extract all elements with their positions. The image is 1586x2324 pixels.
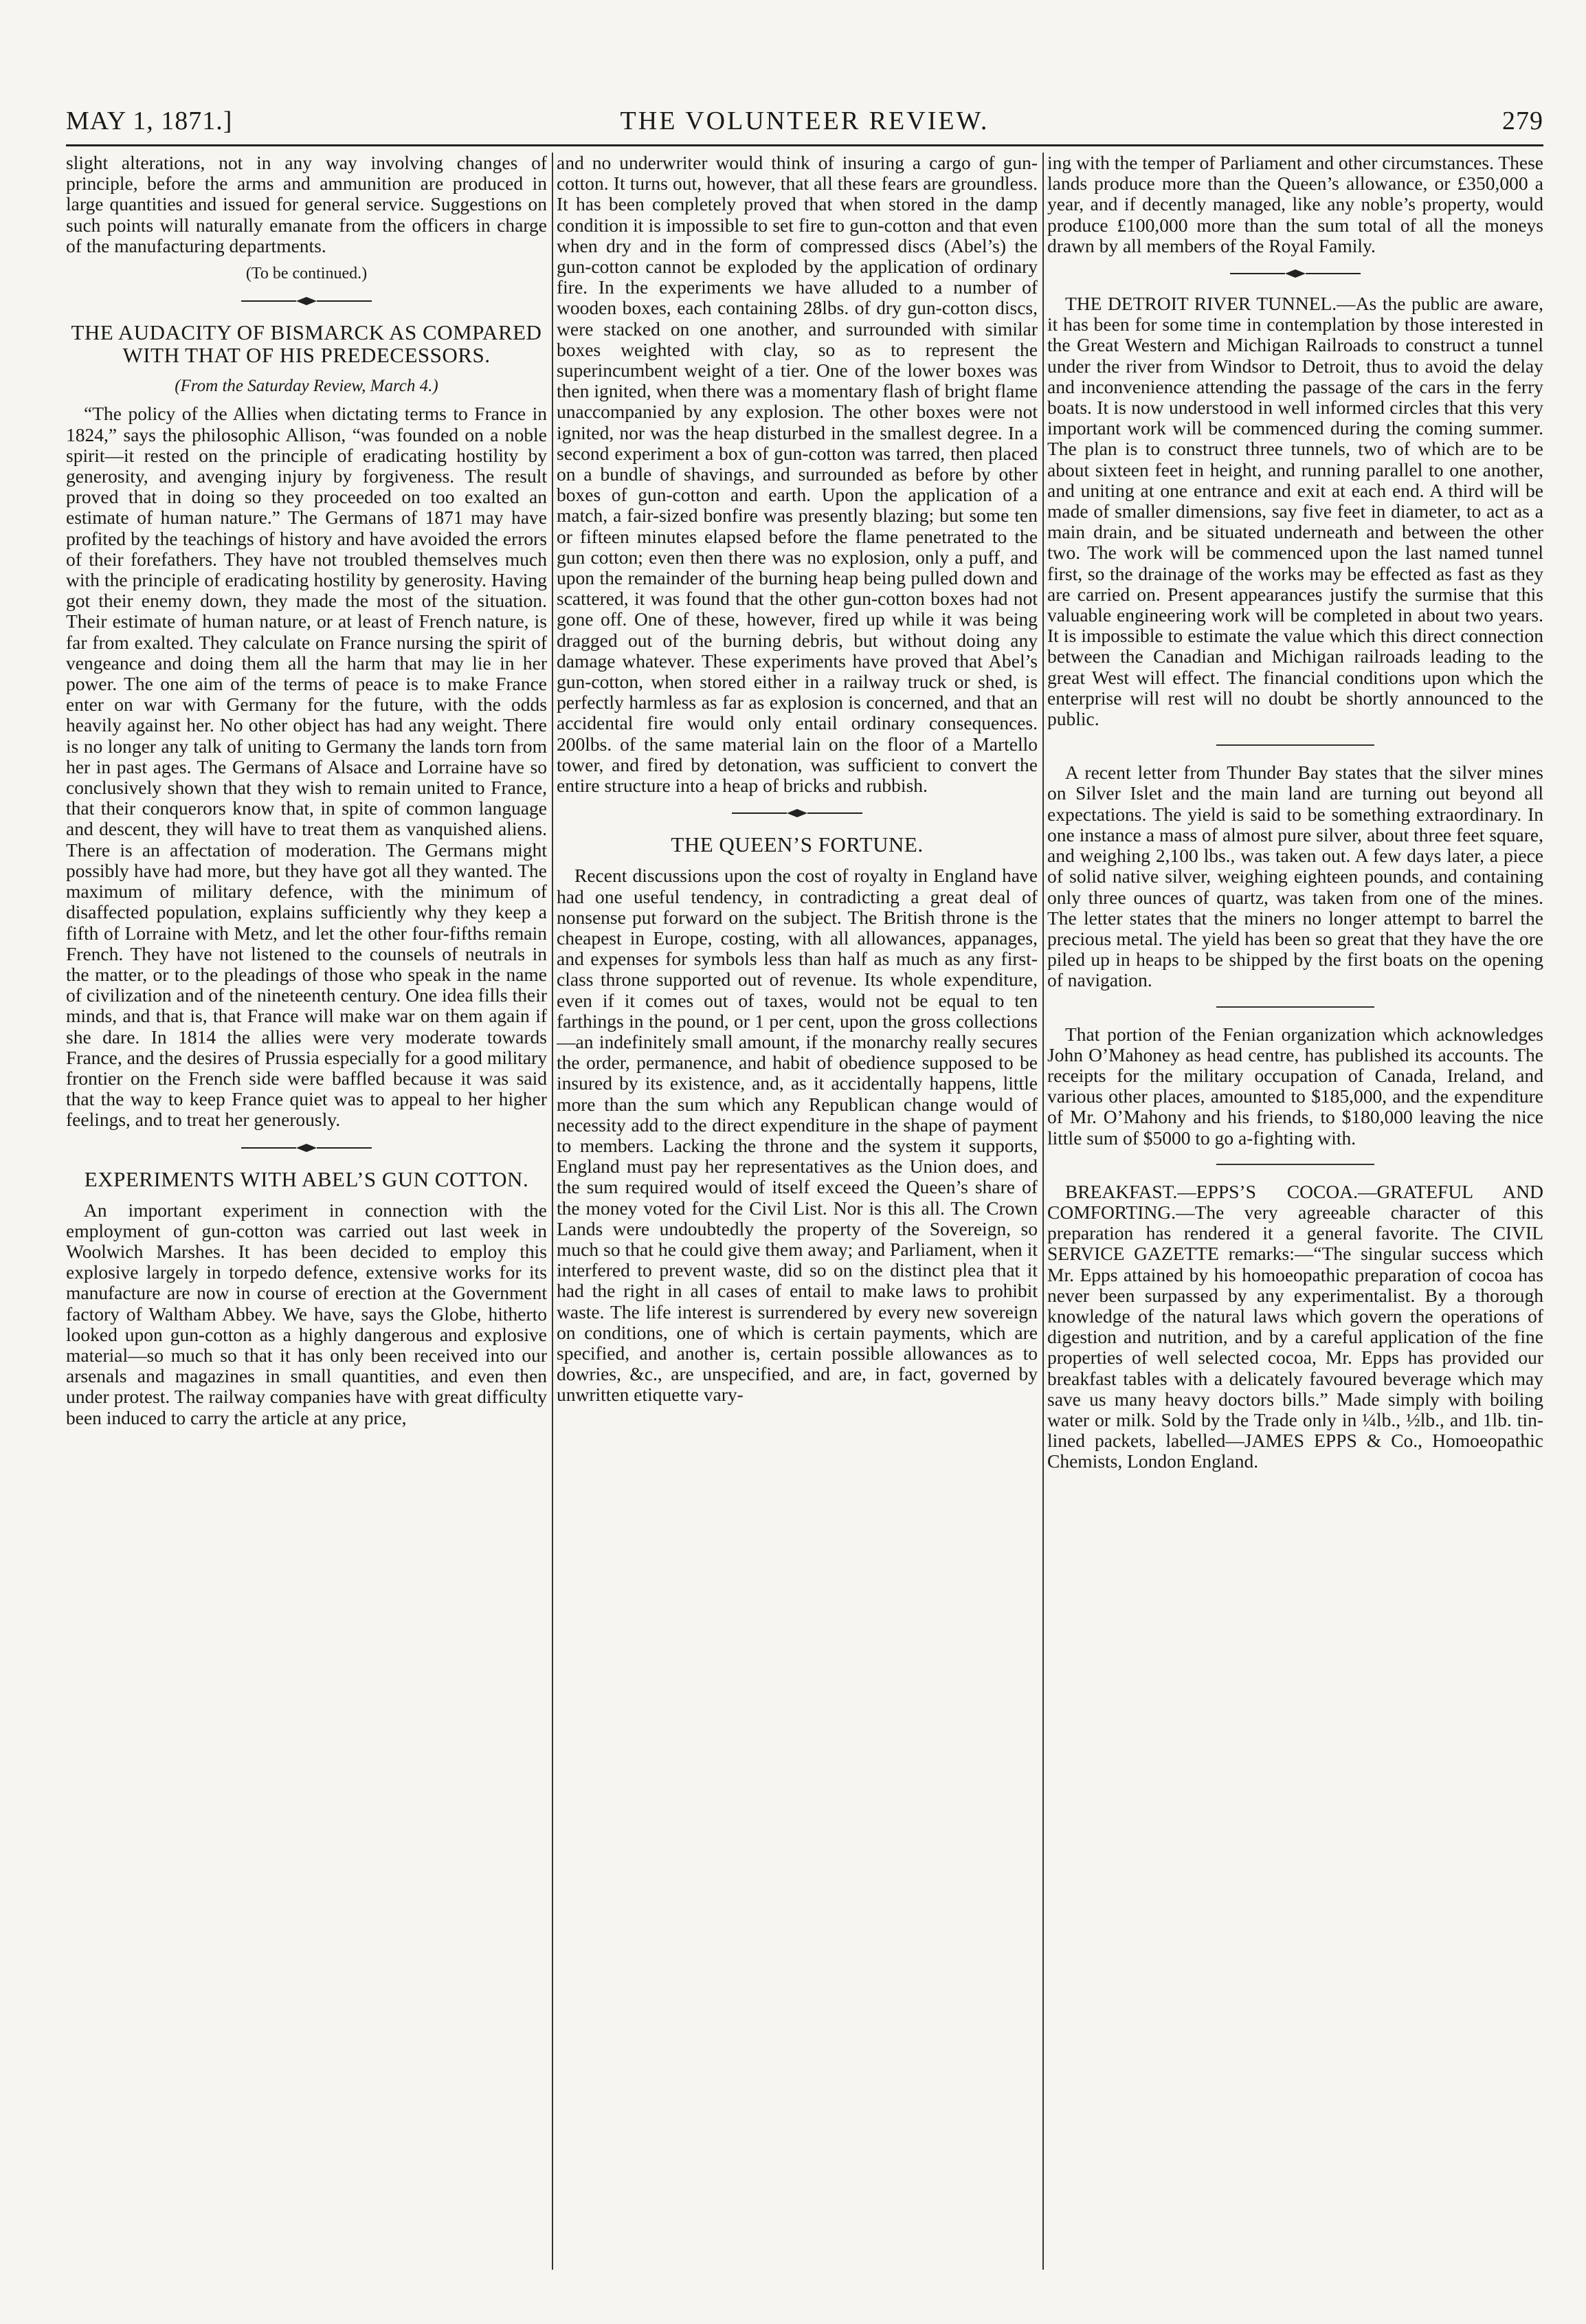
masthead [66,96,1543,144]
article-title-bismarck: THE AUDACITY OF BISMARCK AS COMPARED WITH THAT OF HIS PREDECESSORS. [71,320,542,368]
rule-divider [1216,1164,1374,1165]
article-body-cocoa: —The very agreeable character of this preparation has rendered it a general favorite. The CIVIL SERVICE GAZETTE remarks:—“The singular success which Mr. Epps attained by his homoeopathic preparation of cocoa has never been surpassed by any experimentalist. By a thorough knowledge of the natural laws which govern the operations of digestion and nutrition, and by a careful application of the fine properties of well selected cocoa, Mr. Epps has provided our breakfast tables with a delicately favoured beverage which may save us many heavy doctors bills.” Made simply with boiling water or milk. Sold by the Trade only in ¼lb., ½lb., and 1lb. tin-lined packets, labelled—JAMES EPPS & Co., Homoeopathic Chemists, London England. [1047,1201,1543,1472]
article-continuation: slight alterations, not in any way involving changes of principle, before the arms and ammunition are produced in large quantities and issued for general service. Suggestions on such points will naturally emanate from the officers in charge of the manufacturing departments. [66,153,547,256]
article-body-abel-continued: and no underwriter would think of insuring a cargo of gun-cotton. It turns out, however, that all these fears are groundless. It has been completely proved that when stored in the damp condition it is impossible to set fire to gun-cotton and that even when dry and in the form of compressed discs (Abel’s) the gun-cotton cannot be exploded by the application of ordinary fire. In the experiments we have alluded to a number of wooden boxes, each containing 28lbs. of dry gun-cotton discs, were stacked on one another, and surrounded with similar boxes weighted with clay, so as to represent the superincumbent weight of a tier. One of the lower boxes was then ignited, when there was a momentary flash of bright flame unaccompanied by any explosion. The other boxes were not ignited, nor was the heap disturbed in the smallest degree. In a second experiment a box of gun-cotton was tarred, then placed on a bundle of shavings, and surrounded as before by other boxes of gun-cotton and earth. Upon the application of a match, a fair-sized bonfire was presently blazing; but some ten or fifteen minutes elapsed before the flame penetrated to the gun cotton; even then there was no explosion, only a puff, and upon the remainder of the burning heap being pulled down and scattered, it was found that the other gun-cotton boxes had not gone off. One of these, however, fired up while it was being dragged out of the burning debris, but without doing any damage whatever. These experiments have proved that Abel’s gun-cotton, when stored either in a railway truck or shed, is perfectly harmless as far as explosion is concerned, and that an accidental fire would only entail ordinary consequences. 200lbs. of the same material lain on the floor of a Martello tower, and fired by detonation, was sufficient to convert the entire structure into a heap of bricks and rubbish. [557,153,1038,797]
column-divider [1042,153,1044,2270]
column-3 [1047,153,1543,2270]
article-body-queen-continued: ing with the temper of Parliament and other circumstances. These lands produce more than the Queen’s allowance, or £350,000 a year, and if decently managed, like any noble’s property, would produce £100,000 more than the sum total of all the moneys drawn by all members of the Royal Family. [1047,153,1543,256]
newspaper-title: THE VOLUNTEER REVIEW. [620,107,990,135]
article-body-tunnel: —As the public are aware, it has been for some time in contemplation by those interested in the Great Western and Michigan Railroads to construct a tunnel under the river from Windsor to Detroit, thus to avoid the delay and inconvenience attending the passage of the cars in the ferry boats. It is now understood in well informed circles that this very important work will be commenced during the coming summer. The plan is to construct three tunnels, two of which are to be about sixteen feet in height, and running parallel to one another, and uniting at one entrance and exit at each end. A third will be made of smaller dimensions, say five feet in diameter, to act as a main drain, and be situated underneath and between the other two. The work will be commenced upon the last named tunnel first, so the drainage of the works may be effected as fast as they are carried on. Present appearances justify the surmise that this valuable engineering work will be completed in about two years. It is impossible to estimate the value which this direct connection between the Canadian and Michigan railroads leading to the great West will effect. The financial conditions upon which the enterprise will rest will no doubt be shortly announced to the public. [1047,293,1543,730]
column-divider [552,153,553,2270]
ornament-divider [732,808,862,818]
rule-divider [1216,1006,1374,1008]
ornament-divider [241,1143,372,1153]
rule-divider [1216,744,1374,746]
article-body-queen: Recent discussions upon the cost of royalty in England have had one useful tendency, in contradicting a great deal of nonsense put forward on the subject. The British throne is the cheapest in Europe, costing, with all allowances, appanages, and expenses for symbols less than half as much as any first-class throne supported out of revenue. Its whole expenditure, even if it comes out of taxes, would not be equal to ten farthings in the pound, or 1 per cent, upon the gross collections—an indefinitely small amount, if the monarchy really secures the order, permanence, and habit of obedience supposed to be insured by its existence, and, as it accidentally happens, little more than the sum which any Republican change would of necessity add to the direct expenditure in the shape of payment to members. Lacking the throne and the system it supports, England must pay her representatives as the Union does, and the sum required would of itself exceed the Queen’s share of the money voted for the Civil List. Nor is this all. The Crown Lands were undoubtedly the property of the Sovereign, so much so that he could give them away; and Parliament, when it interfered to prevent waste, did so on the distinct plea that it had the right in all cases of entail to make laws to prohibit waste. The life interest is surrendered by every new sovereign on conditions, one of which is certain payments, which are specified, and another is, certain possible allowances as to dowries, &c., are unspecified, and are, in fact, governed by unwritten etiquette vary- [557,865,1038,1406]
article-title-queen: THE QUEEN’S FORTUNE. [671,832,924,857]
article-lead-cocoa: BREAKFAST.—EPPS’S COCOA.—GRATEFUL AND COMFORTING. [1047,1180,1543,1223]
ornament-divider [1230,269,1361,278]
article-tunnel [1047,294,1543,729]
column-2 [557,153,1038,2270]
article-body-bismarck: “The policy of the Allies when dictating terms to France in 1824,” says the philosophic Allison, “was founded on a noble spirit—it rested on the principle of eradicating hostility by generosity, and avenging injury by forgiveness. The result proved that in doing so they proceeded on too exalted an estimate of human nature.” The Germans of 1871 may have profited by the teachings of history and have avoided the errors of their forefathers. They have not troubled themselves much with the principle of eradicating hostility by generosity. Having got their enemy down, they made the most of the situation. Their estimate of human nature, or at least of French nature, is far from exalted. They calculate on France nursing the spirit of vengeance and doing them all the harm that may lie in her power. The one aim of the terms of peace is to make France enter on war with Germany for the future, with the odds heavily against her. No other object has had any weight. There is no longer any talk of uniting to Germany the lands torn from her in past ages. The Germans of Alsace and Lorraine have so conclusively shown that they wish to remain united to France, that their conquerors know that, in spite of common language and descent, they will have to treat them as vanquished aliens. There is an affectation of moderation. The Germans might possibly have had more, but they have got all they wanted. The maximum of military defence, with the minimum of disaffected population, explains sufficiently why they keep a fifth of Lorraine with Metz, and let the other four-fifths remain French. They have not listened to the counsels of neutrals in the matter, or to the pleadings of those who speak in the name of civilization and of the nineteenth century. One idea fills their minds, and that is, that France will make war on them again if she dare. In 1814 the allies were very moderate towards France, and the desires of Prussia especially for a good military frontier on the French side were baffled because it was said that the way to keep France quiet was to appeal to her higher feelings, and to treat her generously. [66,403,547,1131]
article-body-abel: An important experiment in connection with the employment of gun-cotton was carried out last week in Woolwich Marshes. It has been decided to employ this explosive largely in torpedo defence, extensive works for its manufacture are now in course of erection at the Government factory of Waltham Abbey. We have, says the Globe, hitherto looked upon gun-cotton as a highly dangerous and explosive material—so much so that it has only been received into our arsenals and magazines in small quantities, and even then under protest. The railway companies have with great difficulty been induced to carry the article at any price, [66,1199,547,1428]
header-rule [66,144,1543,146]
article-cocoa [1047,1182,1543,1472]
article-silver: A recent letter from Thunder Bay states that the silver mines on Silver Islet and the main land are turning out beyond all expectations. The yield is said to be something extraordinary. In one instance a mass of almost pure silver, about three feet square, and weighing 2,100 lbs., was taken out. A few days later, a piece of solid native silver, weighing eighteen pounds, and containing only three ounces of quartz, was taken from one of the mines. The letter states that the miners no longer attempt to barrel the precious metal. The yield has been so great that they have the ore piled up in heaps to be shipped by the first boats on the opening of navigation. [1047,762,1543,991]
column-1 [66,153,547,2270]
article-fenian: That portion of the Fenian organization which acknowledges John O’Mahoney as head centre, has published its accounts. The receipts for the military occupation of Canada, Ireland, and various other places, amounted to $185,000, and the expenditure of Mr. O’Mahony and his friends, to $180,000 leaving the nice little sum of $5000 to go a-fighting with. [1047,1023,1543,1149]
article-source: (From the Saturday Review, March 4.) [175,377,438,396]
page-number: 279 [1502,107,1543,135]
issue-date: MAY 1, 1871.] [66,107,233,135]
ornament-divider [241,296,372,306]
article-lead-tunnel: THE DETROIT RIVER TUNNEL. [1065,293,1337,315]
article-title-abel: EXPERIMENTS WITH ABEL’S GUN COTTON. [84,1166,529,1191]
continued-note: (To be continued.) [245,265,368,283]
